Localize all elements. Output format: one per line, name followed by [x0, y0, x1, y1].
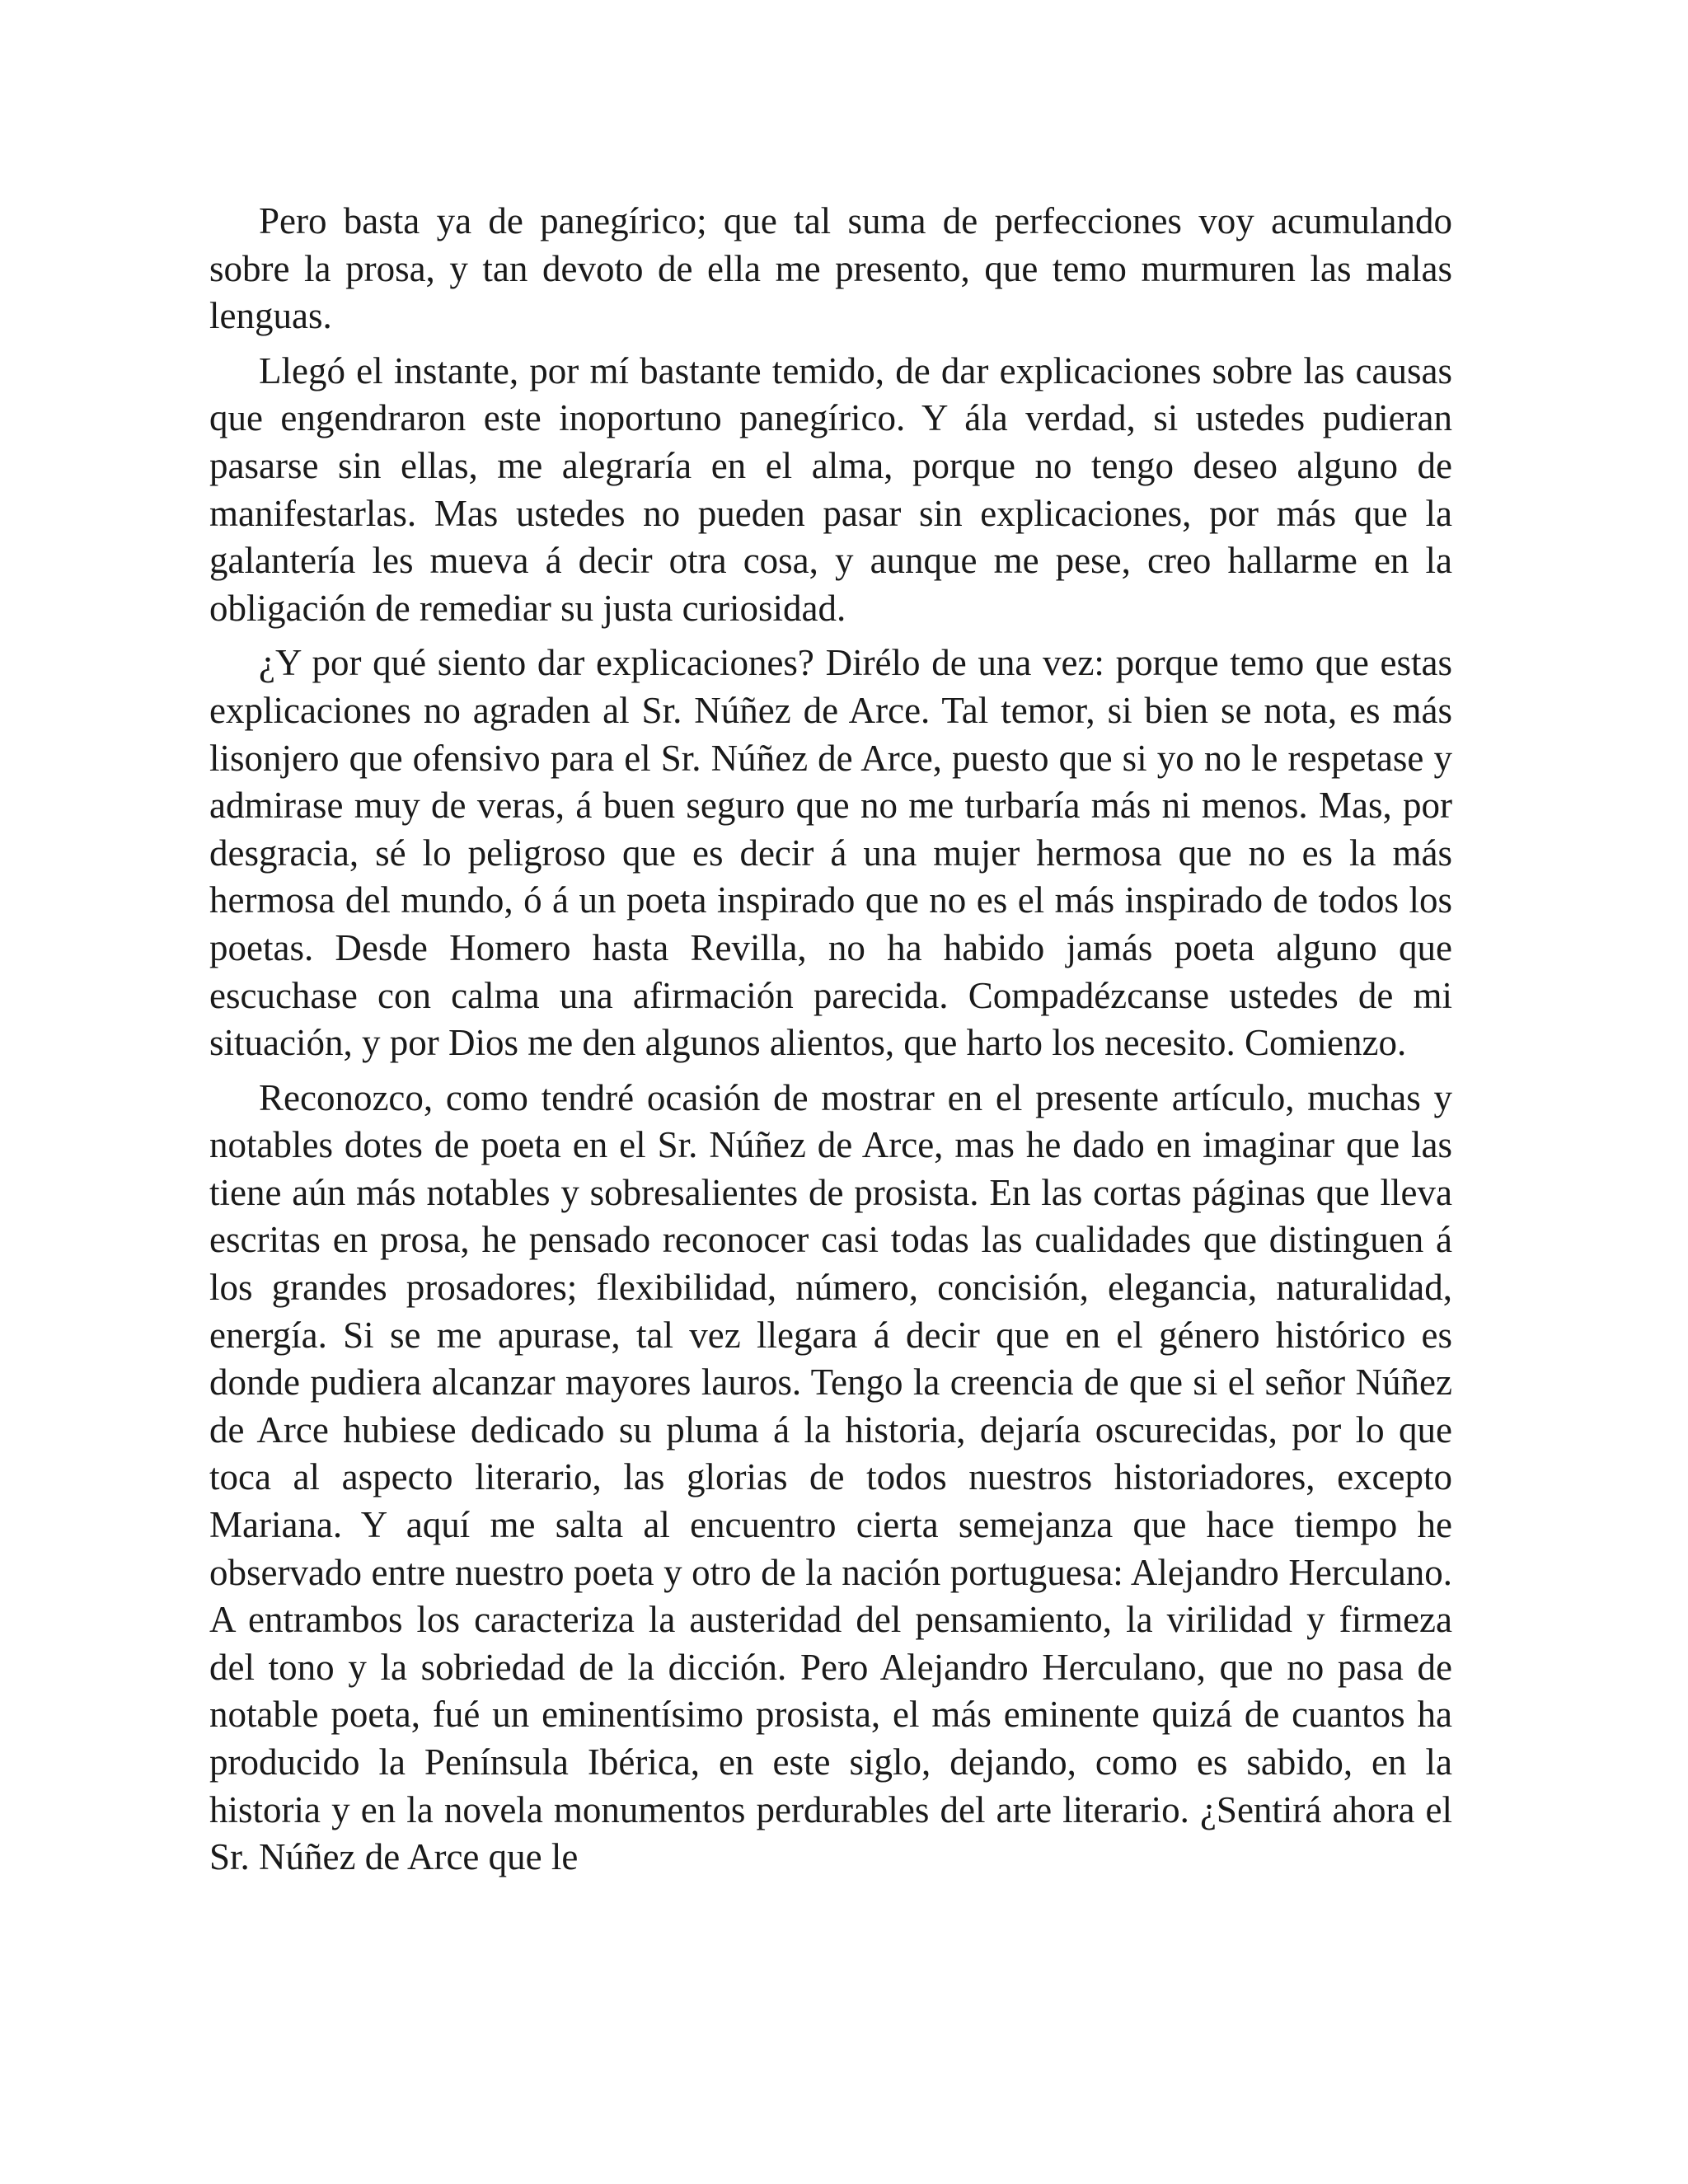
- paragraph-4: Reconozco, como tendré ocasión de mostrar en el presente artículo, muchas y notables dotes de poeta en el Sr. Núñez de Arce, mas he dado en imaginar que las tiene aún más notables y sobresalientes de prosista. En las cortas páginas que lleva escritas en prosa, he pensado reconocer casi todas las cualidades que distinguen á los grandes prosadores; flexibilidad, número, concisión, elegancia, naturalidad, energía. Si se me apurase, tal vez llegara á decir que en el género histórico es donde pudiera alcanzar mayores lauros. Tengo la creencia de que si el señor Núñez de Arce hubiese dedicado su pluma á la historia, dejaría oscurecidas, por lo que toca al aspecto literario, las glorias de todos nuestros historiadores, excepto Mariana. Y aquí me salta al encuentro cierta semejanza que hace tiempo he observado entre nuestro poeta y otro de la nación portuguesa: Alejandro Herculano. A entrambos los caracteriza la austeridad del pensamiento, la virilidad y firmeza del tono y la sobriedad de la dicción. Pero Alejandro Herculano, que no pasa de notable poeta, fué un eminentísimo prosista, el más eminente quizá de cuantos ha producido la Península Ibérica, en este siglo, dejando, como es sabido, en la historia y en la novela monumentos perdurables del arte literario. ¿Sentirá ahora el Sr. Núñez de Arce que le: [209, 1076, 1452, 1878]
- document-page: [209, 198, 1452, 2143]
- paragraph-2: Llegó el instante, por mí bastante temido, de dar explicaciones sobre las causas que engendraron este inoportuno panegírico. Y ála verdad, si ustedes pudieran pasarse sin ellas, me alegraría en el alma, porque no tengo deseo alguno de manifestarlas. Mas ustedes no pueden pasar sin explicaciones, por más que la galantería les mueva á decir otra cosa, y aunque me pese, creo hallarme en la obligación de remediar su justa curiosidad.: [209, 349, 1452, 629]
- paragraph-3: ¿Y por qué siento dar explicaciones? Dirélo de una vez: porque temo que estas explicaciones no agraden al Sr. Núñez de Arce. Tal temor, si bien se nota, es más lisonjero que ofensivo para el Sr. Núñez de Arce, puesto que si yo no le respetase y admirase muy de veras, á buen seguro que no me turbaría más ni menos. Mas, por desgracia, sé lo peligroso que es decir á una mujer hermosa que no es la más hermosa del mundo, ó á un poeta inspirado que no es el más inspirado de todos los poetas. Desde Homero hasta Revilla, no ha habido jamás poeta alguno que escuchase con calma una afirmación parecida. Compadézcanse ustedes de mi situación, y por Dios me den algunos alientos, que harto los necesito. Comienzo.: [209, 642, 1452, 1064]
- paragraph-1: Pero basta ya de panegírico; que tal suma de perfecciones voy acumulando sobre la prosa, y tan devoto de ella me presento, que temo murmuren las malas lenguas.: [209, 200, 1452, 337]
